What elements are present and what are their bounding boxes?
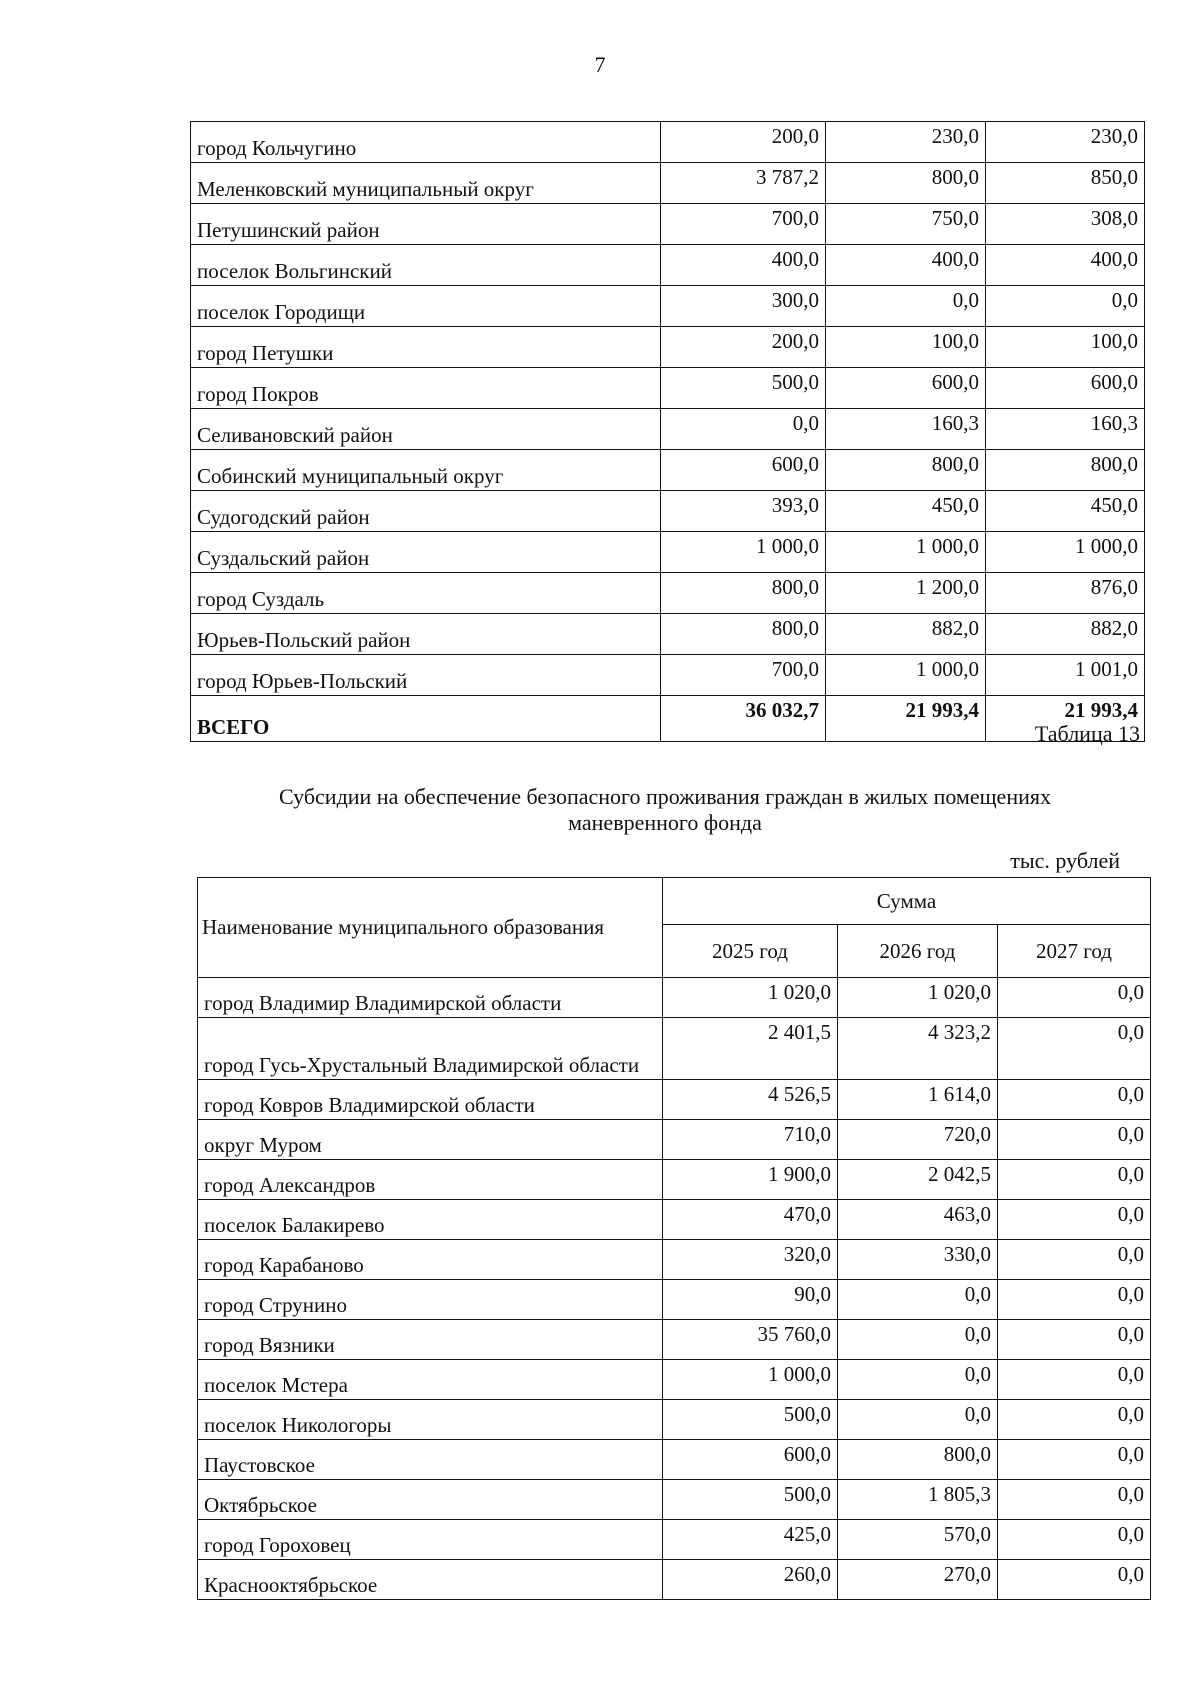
- value-2027: 0,0: [998, 978, 1151, 1018]
- value-2025: 393,0: [661, 491, 826, 532]
- value-2025: 1 000,0: [661, 532, 826, 573]
- table-row: [191, 491, 1145, 532]
- value-2025: 700,0: [661, 204, 826, 245]
- value-2027: 100,0: [986, 327, 1145, 368]
- total-2025: 36 032,7: [661, 696, 826, 742]
- table-title: [200, 784, 1130, 837]
- value-2026: 230,0: [826, 122, 986, 163]
- units-label: тыс. рублей: [1010, 848, 1120, 873]
- value-2027: 876,0: [986, 573, 1145, 614]
- table-row: [198, 1520, 1151, 1560]
- municipality-name: Судогодский район: [191, 491, 661, 532]
- value-2027: 0,0: [998, 1480, 1151, 1520]
- value-2025: 90,0: [663, 1280, 838, 1320]
- table-row: [191, 327, 1145, 368]
- value-2026: 400,0: [826, 245, 986, 286]
- value-2025: 3 787,2: [661, 163, 826, 204]
- value-2027: 0,0: [998, 1120, 1151, 1160]
- value-2027: 0,0: [998, 1400, 1151, 1440]
- value-2025: 2 401,5: [663, 1018, 838, 1080]
- municipality-name: поселок Балакирево: [198, 1200, 663, 1240]
- municipality-name: город Покров: [191, 368, 661, 409]
- value-2025: 470,0: [663, 1200, 838, 1240]
- value-2026: 4 323,2: [838, 1018, 998, 1080]
- table-label: Таблица 13: [1034, 721, 1140, 746]
- table-row: [191, 450, 1145, 491]
- header-municipality: Наименование муниципального образования: [198, 878, 663, 978]
- value-2026: 1 200,0: [826, 573, 986, 614]
- value-2026: 750,0: [826, 204, 986, 245]
- table-body: [198, 978, 1151, 1600]
- value-2027: 308,0: [986, 204, 1145, 245]
- table-row: [198, 978, 1151, 1018]
- value-2027: 400,0: [986, 245, 1145, 286]
- municipality-name: Юрьев-Польский район: [191, 614, 661, 655]
- header-sum: Сумма: [663, 878, 1151, 925]
- value-2026: 100,0: [826, 327, 986, 368]
- municipality-name: город Суздаль: [191, 573, 661, 614]
- total-2026: 21 993,4: [826, 696, 986, 742]
- value-2027: 450,0: [986, 491, 1145, 532]
- value-2026: 882,0: [826, 614, 986, 655]
- value-2025: 0,0: [661, 409, 826, 450]
- municipality-name: Петушинский район: [191, 204, 661, 245]
- value-2026: 600,0: [826, 368, 986, 409]
- table-row: [198, 1080, 1151, 1120]
- table-row: [198, 1440, 1151, 1480]
- total-row: [191, 696, 1145, 742]
- municipality-name: Собинский муниципальный округ: [191, 450, 661, 491]
- value-2026: 450,0: [826, 491, 986, 532]
- table-row: [198, 1480, 1151, 1520]
- municipality-name: город Владимир Владимирской области: [198, 978, 663, 1018]
- municipality-name: город Вязники: [198, 1320, 663, 1360]
- value-2027: 0,0: [998, 1320, 1151, 1360]
- value-2027: 600,0: [986, 368, 1145, 409]
- value-2026: 0,0: [838, 1360, 998, 1400]
- value-2027: 1 001,0: [986, 655, 1145, 696]
- value-2026: 800,0: [838, 1440, 998, 1480]
- value-2026: 330,0: [838, 1240, 998, 1280]
- table-row: [198, 1360, 1151, 1400]
- municipality-name: город Кольчугино: [191, 122, 661, 163]
- value-2026: 0,0: [826, 286, 986, 327]
- table-row: [191, 245, 1145, 286]
- page-number: 7: [594, 52, 606, 77]
- value-2025: 1 000,0: [663, 1360, 838, 1400]
- municipality-name: поселок Никологоры: [198, 1400, 663, 1440]
- table-header: [198, 878, 1151, 978]
- value-2025: 320,0: [663, 1240, 838, 1280]
- municipality-name: город Гороховец: [198, 1520, 663, 1560]
- value-2027: 0,0: [998, 1560, 1151, 1600]
- value-2025: 300,0: [661, 286, 826, 327]
- municipality-name: город Ковров Владимирской области: [198, 1080, 663, 1120]
- value-2025: 200,0: [661, 122, 826, 163]
- table-row: [191, 368, 1145, 409]
- table-row: [191, 286, 1145, 327]
- value-2026: 800,0: [826, 163, 986, 204]
- value-2027: 0,0: [986, 286, 1145, 327]
- table-body: [191, 122, 1145, 742]
- value-2026: 800,0: [826, 450, 986, 491]
- municipality-name: Селивановский район: [191, 409, 661, 450]
- maneuver-fund-subsidy-table: [197, 877, 1151, 1600]
- value-2025: 700,0: [661, 655, 826, 696]
- municipality-name: город Карабаново: [198, 1240, 663, 1280]
- header-2026: 2026 год: [838, 925, 998, 978]
- value-2025: 710,0: [663, 1120, 838, 1160]
- value-2025: 200,0: [661, 327, 826, 368]
- table-row: [191, 532, 1145, 573]
- value-2026: 0,0: [838, 1280, 998, 1320]
- value-2026: 0,0: [838, 1400, 998, 1440]
- value-2026: 160,3: [826, 409, 986, 450]
- municipality-name: Суздальский район: [191, 532, 661, 573]
- value-2026: 2 042,5: [838, 1160, 998, 1200]
- value-2026: 1 020,0: [838, 978, 998, 1018]
- table-row: [191, 573, 1145, 614]
- value-2026: 1 805,3: [838, 1480, 998, 1520]
- value-2027: 0,0: [998, 1440, 1151, 1480]
- subsidy-table-continued: [190, 121, 1145, 742]
- municipality-name: город Александров: [198, 1160, 663, 1200]
- value-2026: 720,0: [838, 1120, 998, 1160]
- municipality-name: город Юрьев-Польский: [191, 655, 661, 696]
- value-2025: 260,0: [663, 1560, 838, 1600]
- table-row: [198, 1320, 1151, 1360]
- table-row: [198, 1240, 1151, 1280]
- value-2027: 0,0: [998, 1160, 1151, 1200]
- value-2026: 570,0: [838, 1520, 998, 1560]
- value-2027: 850,0: [986, 163, 1145, 204]
- municipality-name: Краснооктябрьское: [198, 1560, 663, 1600]
- municipality-name: город Петушки: [191, 327, 661, 368]
- table-row: [198, 1200, 1151, 1240]
- value-2027: 1 000,0: [986, 532, 1145, 573]
- value-2025: 800,0: [661, 614, 826, 655]
- value-2025: 1 020,0: [663, 978, 838, 1018]
- table-row: [198, 1400, 1151, 1440]
- header-2025: 2025 год: [663, 925, 838, 978]
- value-2025: 500,0: [661, 368, 826, 409]
- value-2026: 1 614,0: [838, 1080, 998, 1120]
- value-2025: 600,0: [663, 1440, 838, 1480]
- municipality-name: Паустовское: [198, 1440, 663, 1480]
- value-2026: 1 000,0: [826, 532, 986, 573]
- value-2025: 800,0: [661, 573, 826, 614]
- value-2025: 400,0: [661, 245, 826, 286]
- municipality-name: поселок Вольгинский: [191, 245, 661, 286]
- value-2027: 0,0: [998, 1240, 1151, 1280]
- total-2027: 21 993,4: [986, 696, 1145, 742]
- table-row: [191, 655, 1145, 696]
- value-2026: 270,0: [838, 1560, 998, 1600]
- municipality-name: город Гусь-Хрустальный Владимирской области: [198, 1018, 663, 1080]
- table-row: [198, 1018, 1151, 1080]
- municipality-name: поселок Мстера: [198, 1360, 663, 1400]
- value-2027: 0,0: [998, 1080, 1151, 1120]
- value-2027: 0,0: [998, 1200, 1151, 1240]
- value-2025: 600,0: [661, 450, 826, 491]
- value-2025: 35 760,0: [663, 1320, 838, 1360]
- value-2026: 463,0: [838, 1200, 998, 1240]
- table-title-line-1: Субсидии на обеспечение безопасного проживания граждан в жилых помещениях: [279, 784, 1051, 809]
- value-2026: 0,0: [838, 1320, 998, 1360]
- value-2026: 1 000,0: [826, 655, 986, 696]
- municipality-name: поселок Городищи: [191, 286, 661, 327]
- municipality-name: Меленковский муниципальный округ: [191, 163, 661, 204]
- value-2025: 500,0: [663, 1400, 838, 1440]
- table-row: [198, 1560, 1151, 1600]
- table-row: [198, 1280, 1151, 1320]
- value-2025: 425,0: [663, 1520, 838, 1560]
- table-row: [191, 409, 1145, 450]
- municipality-name: округ Муром: [198, 1120, 663, 1160]
- value-2027: 0,0: [998, 1360, 1151, 1400]
- municipality-name: город Струнино: [198, 1280, 663, 1320]
- table-title-line-2: маневренного фонда: [568, 810, 762, 836]
- value-2027: 882,0: [986, 614, 1145, 655]
- total-label: ВСЕГО: [191, 696, 661, 742]
- value-2027: 0,0: [998, 1018, 1151, 1080]
- value-2025: 500,0: [663, 1480, 838, 1520]
- table-row: [191, 614, 1145, 655]
- table-row: [191, 122, 1145, 163]
- table-row: [198, 1120, 1151, 1160]
- value-2027: 160,3: [986, 409, 1145, 450]
- value-2025: 4 526,5: [663, 1080, 838, 1120]
- value-2027: 0,0: [998, 1280, 1151, 1320]
- value-2027: 800,0: [986, 450, 1145, 491]
- value-2025: 1 900,0: [663, 1160, 838, 1200]
- table-row: [191, 163, 1145, 204]
- table-row: [191, 204, 1145, 245]
- municipality-name: Октябрьское: [198, 1480, 663, 1520]
- header-2027: 2027 год: [998, 925, 1151, 978]
- value-2027: 0,0: [998, 1520, 1151, 1560]
- value-2027: 230,0: [986, 122, 1145, 163]
- table-row: [198, 1160, 1151, 1200]
